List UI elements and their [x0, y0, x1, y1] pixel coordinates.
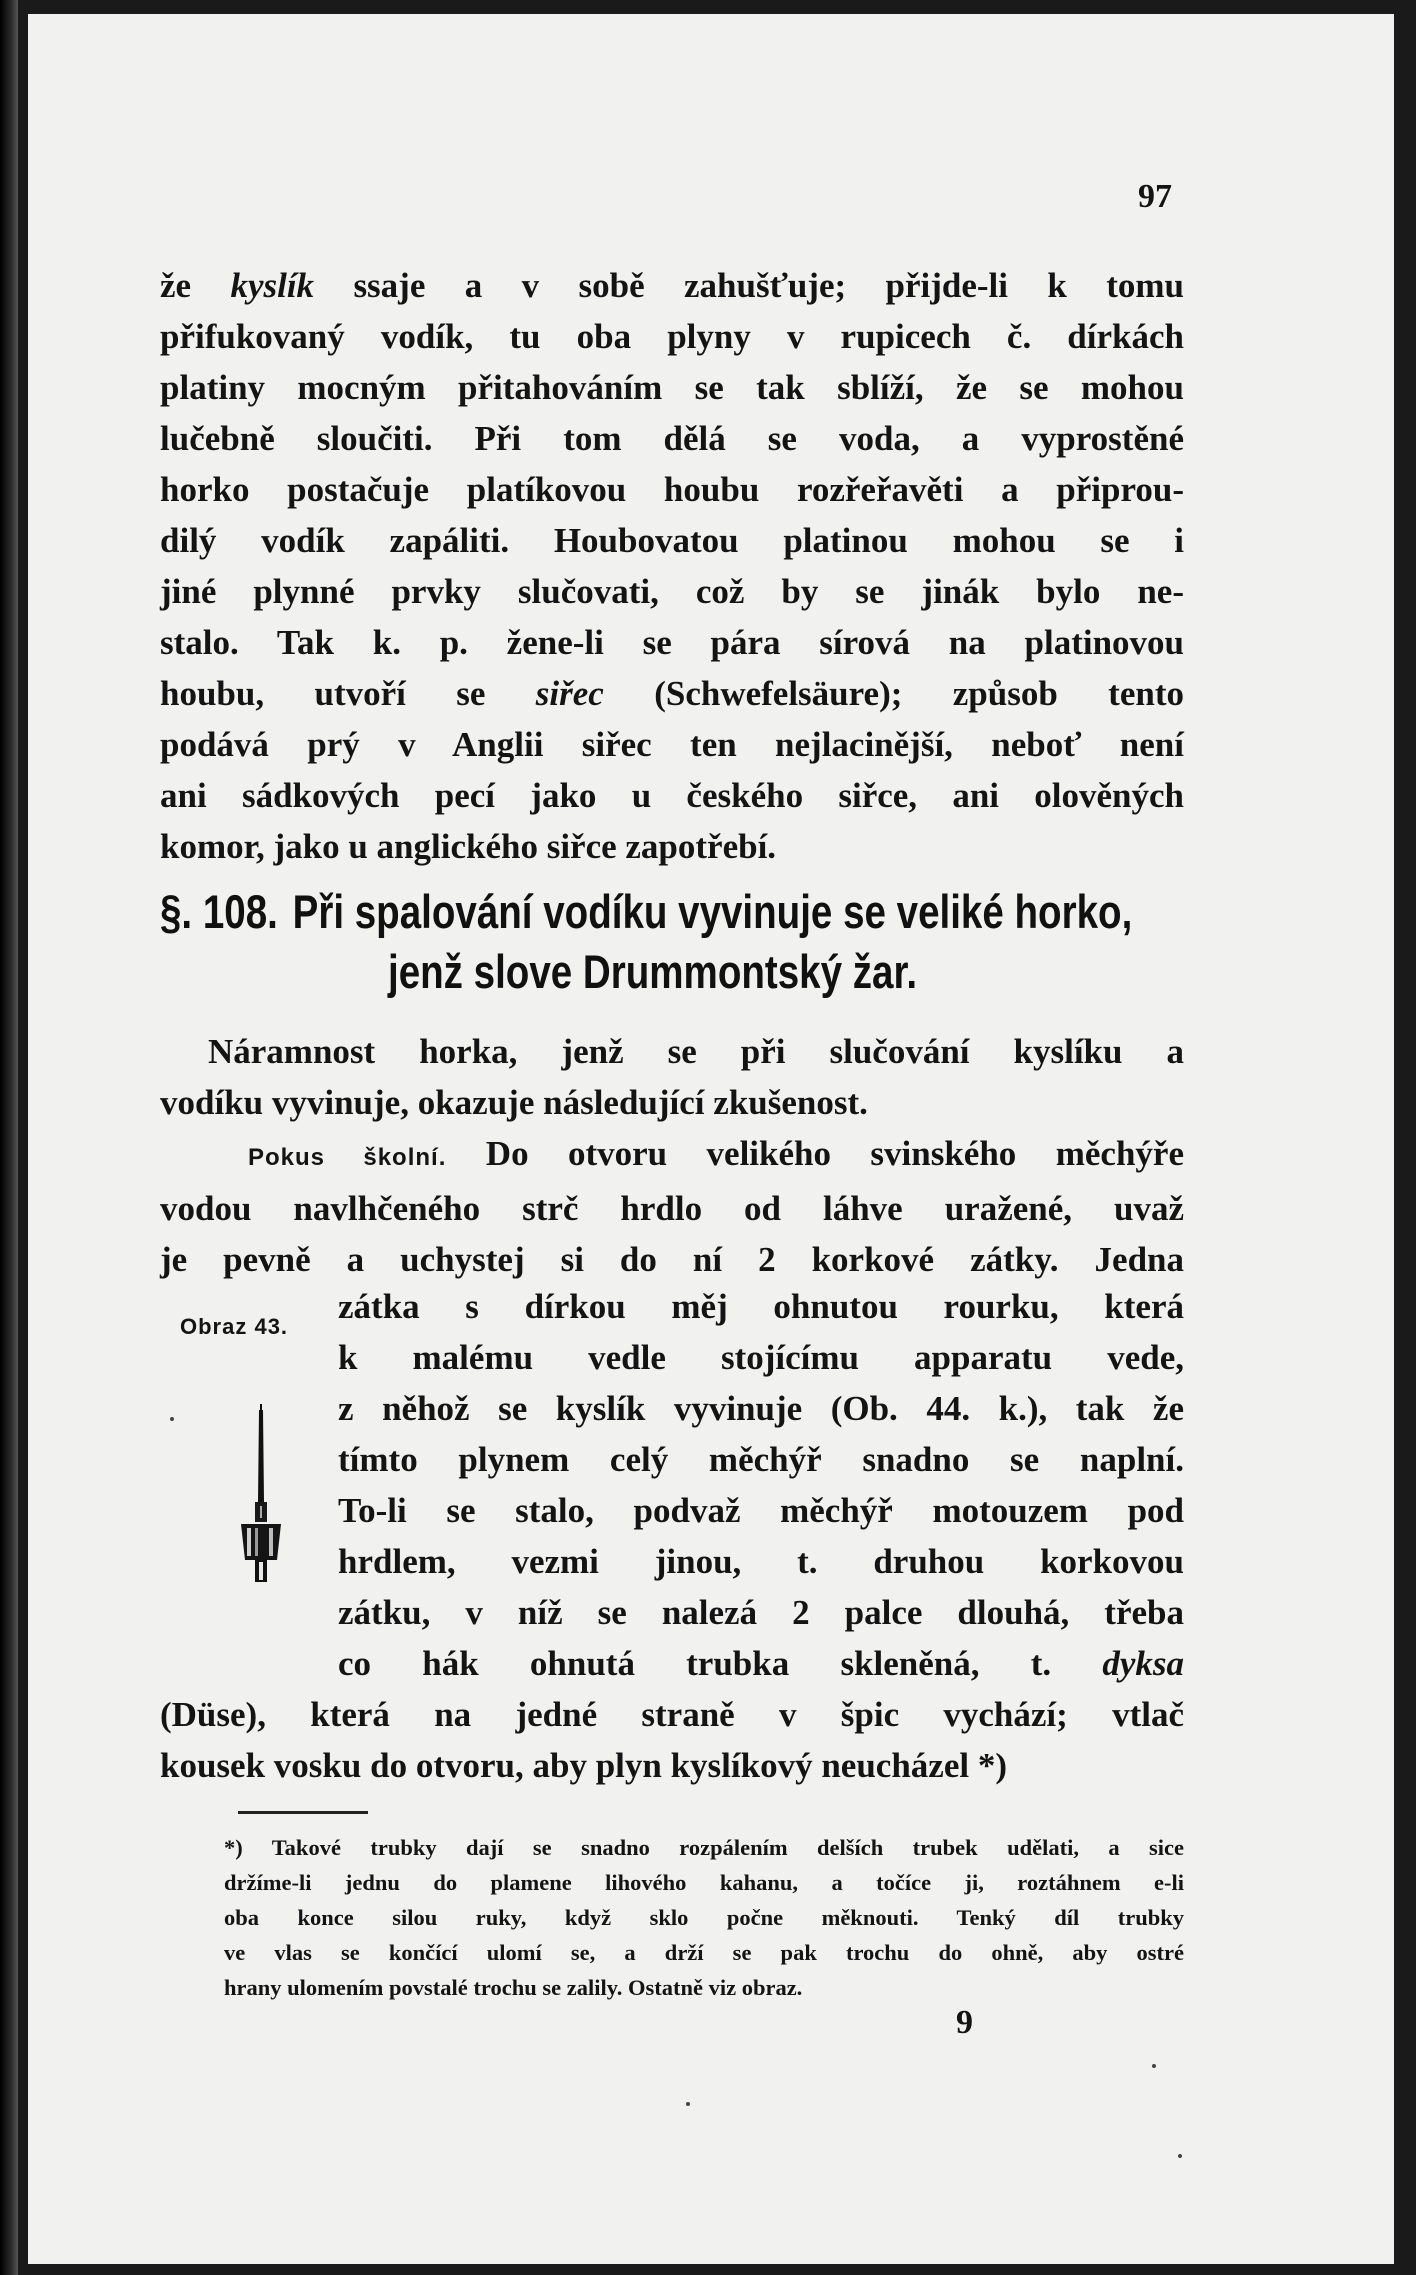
paragraph-line: platiny mocným přitahováním se tak sblíží, že se mohou	[160, 368, 1184, 407]
experiment-label: Pokus školní.	[248, 1144, 447, 1171]
paper-speck	[1178, 2154, 1182, 2158]
section-heading	[160, 884, 1132, 940]
experiment-continuation	[160, 1689, 1184, 1791]
paragraph-line: Náramnost horka, jenž se při slučování kyslíku a	[208, 1032, 1184, 1071]
paragraph-line: komor, jako u anglického siřce zapotřebí.	[160, 827, 777, 866]
paragraph-line: podává prý v Anglii siřec ten nejlacinější, neboť není	[160, 725, 1184, 764]
paragraph-line: stalo. Tak k. p. žene-li se pára sírová na platinovou	[160, 623, 1184, 662]
book-page	[28, 14, 1394, 2264]
paragraph-line: Pokus školní. Do otvoru velikého svinského měchýře	[248, 1134, 1184, 1173]
paragraph-line: zátku, v níž se nalezá 2 palce dlouhá, třeba	[338, 1593, 1184, 1632]
paragraph-line: přifukovaný vodík, tu oba plyny v rupicech č. dírkách	[160, 317, 1184, 356]
footnote-line: hrany ulomením povstalé trochu se zalily. Ostatně viz obraz.	[224, 1975, 803, 2000]
page-number: 97	[1138, 178, 1172, 215]
book-spine-shadow	[0, 0, 18, 2275]
paragraph-line: z něhož se kyslík vyvinuje (Ob. 44. k.), tak že	[338, 1389, 1184, 1428]
paper-speck	[1152, 2064, 1156, 2068]
footnote	[224, 1830, 1184, 2005]
term-sirec: siřec	[535, 674, 604, 713]
paragraph-line: vodíku vyvinuje, okazuje následující zkušenost.	[160, 1083, 868, 1122]
term-kyslik: kyslík	[230, 266, 315, 305]
paper-speck	[170, 1417, 174, 1421]
paper-speck	[686, 2102, 690, 2106]
paragraph-line: je pevně a uchystej si do ní 2 korkové zátky. Jedna	[160, 1240, 1184, 1279]
paragraph-line: horko postačuje platíkovou houbu rozřeřavěti a připrou-	[160, 470, 1184, 509]
paragraph-platinum-sponge	[160, 260, 1184, 872]
paragraph-line: houbu, utvoří se siřec (Schwefelsäure); způsob tento	[160, 674, 1184, 713]
sheet-signature-number: 9	[956, 2004, 973, 2041]
paragraph-line: dilý vodík zapáliti. Houbovatou platinou mohou se i	[160, 521, 1184, 560]
footnote-line: držíme-li jednu do plamene lihového kahanu, a točíce ji, roztáhnem e-li	[224, 1870, 1184, 1895]
experiment-paragraph	[160, 1128, 1184, 1285]
paragraph-line: že kyslík ssaje a v sobě zahušťuje; přijde-li k tomu	[160, 266, 1184, 305]
footnote-divider	[238, 1811, 368, 1814]
section-title-line1: Při spalování vodíku vyvinuje se veliké horko,	[292, 885, 1133, 938]
footnote-line: ve vlas se končící ulomí se, a drží se pak trochu do ohně, aby ostré	[224, 1940, 1184, 1965]
footnote-line: *) Takové trubky dají se snadno rozpálením delších trubek udělati, a sice	[224, 1835, 1184, 1860]
paragraph-line: kousek vosku do otvoru, aby plyn kyslíkový neucházel *)	[160, 1746, 1008, 1785]
paragraph-line: k malému vedle stojícímu apparatu vede,	[338, 1338, 1184, 1377]
paragraph-line: vodou navlhčeného strč hrdlo od láhve uražené, uvaž	[160, 1189, 1184, 1228]
section-number: §. 108.	[160, 885, 278, 938]
paragraph-line: hrdlem, vezmi jinou, t. druhou korkovou	[338, 1542, 1184, 1581]
section-heading-line2: jenž slove Drummontský žar.	[388, 945, 918, 998]
paragraph-line: lučebně sloučiti. Při tom dělá se voda, a vyprostěné	[160, 419, 1184, 458]
paragraph-line: tímto plynem celý měchýř snadno se naplní.	[338, 1440, 1184, 1479]
term-dyksa: dyksa	[1102, 1644, 1184, 1683]
experiment-wrapped-text	[338, 1281, 1184, 1689]
paragraph-line: co hák ohnutá trubka skleněná, t. dyksa	[338, 1644, 1184, 1683]
paragraph-line: zátka s dírkou měj ohnutou rourku, která	[338, 1287, 1184, 1326]
paragraph-line: jiné plynné prvky slučovati, což by se jinák bylo ne-	[160, 572, 1184, 611]
paragraph-line: (Düse), která na jedné straně v špic vychází; vtlač	[160, 1695, 1184, 1734]
nozzle-tube-icon	[233, 1402, 293, 1592]
paragraph-line: To-li se stalo, podvaž měchýř motouzem pod	[338, 1491, 1184, 1530]
paragraph-line: ani sádkových pecí jako u českého siřce, ani olověných	[160, 776, 1184, 815]
nozzle-tube-drawing	[233, 1402, 293, 1592]
figure-label: Obraz 43.	[180, 1314, 289, 1339]
paragraph-heat-intro	[160, 1026, 1184, 1128]
footnote-line: oba konce silou ruky, když sklo počne měknouti. Tenký díl trubky	[224, 1905, 1184, 1930]
